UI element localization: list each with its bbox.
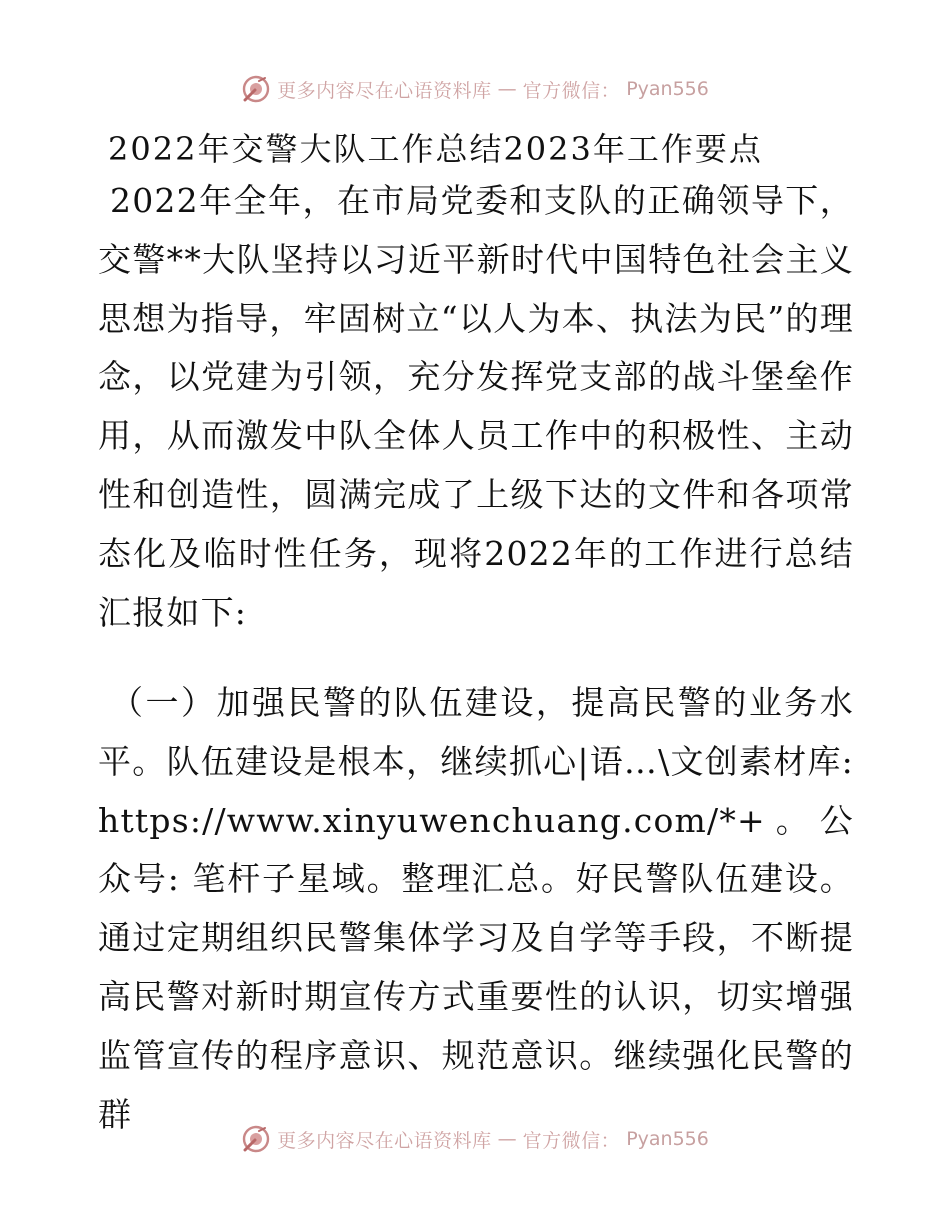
header-watermark [0,74,950,104]
footer-watermark [0,1124,950,1154]
watermark-account: Pyan556 [626,78,709,100]
watermark-separator: — [497,1128,517,1150]
watermark-account: Pyan556 [626,1128,709,1150]
watermark-label: 官方微信： [522,79,621,102]
body-paragraph-1: 2022年全年，在市局党委和支队的正确领导下，交警**大队坚持以习近平新时代中国特色社会主义思想为指导，牢固树立“以人为本、执法为民”的理念，以党建为引领，充分发挥党支部的战斗堡垒作用，从而激发中队全体人员工作中的积极性、主动性和创造性，圆满完成了上级下达的文件和各项常态化及临时性任务，现将2022年的工作进行总结汇报如下: [98,181,854,632]
watermark-logo-icon [241,1124,271,1154]
watermark-text: 更多内容尽在心语资料库 [277,1129,492,1152]
document-title: 2022年交警大队工作总结2023年工作要点 [108,130,763,168]
watermark-text: 更多内容尽在心语资料库 [277,79,492,102]
body-paragraph-2: （一）加强民警的队伍建设，提高民警的业务水平。队伍建设是根本，继续抓心|语…\文创素材库: https://www.xinyuwenchuang.com/*+。公众号: 笔杆子星域。整理汇总。好民警队伍建设。通过定期组织民警集体学习及自学等手段，不断提高民警对新时期宣传方式重要性的认识，切实增强监管宣传的程序意识、规范意识。继续强化民警的群 [98,683,854,1134]
watermark-logo-icon [241,74,271,104]
watermark-label: 官方微信： [522,1129,621,1152]
watermark-separator: — [497,78,517,100]
